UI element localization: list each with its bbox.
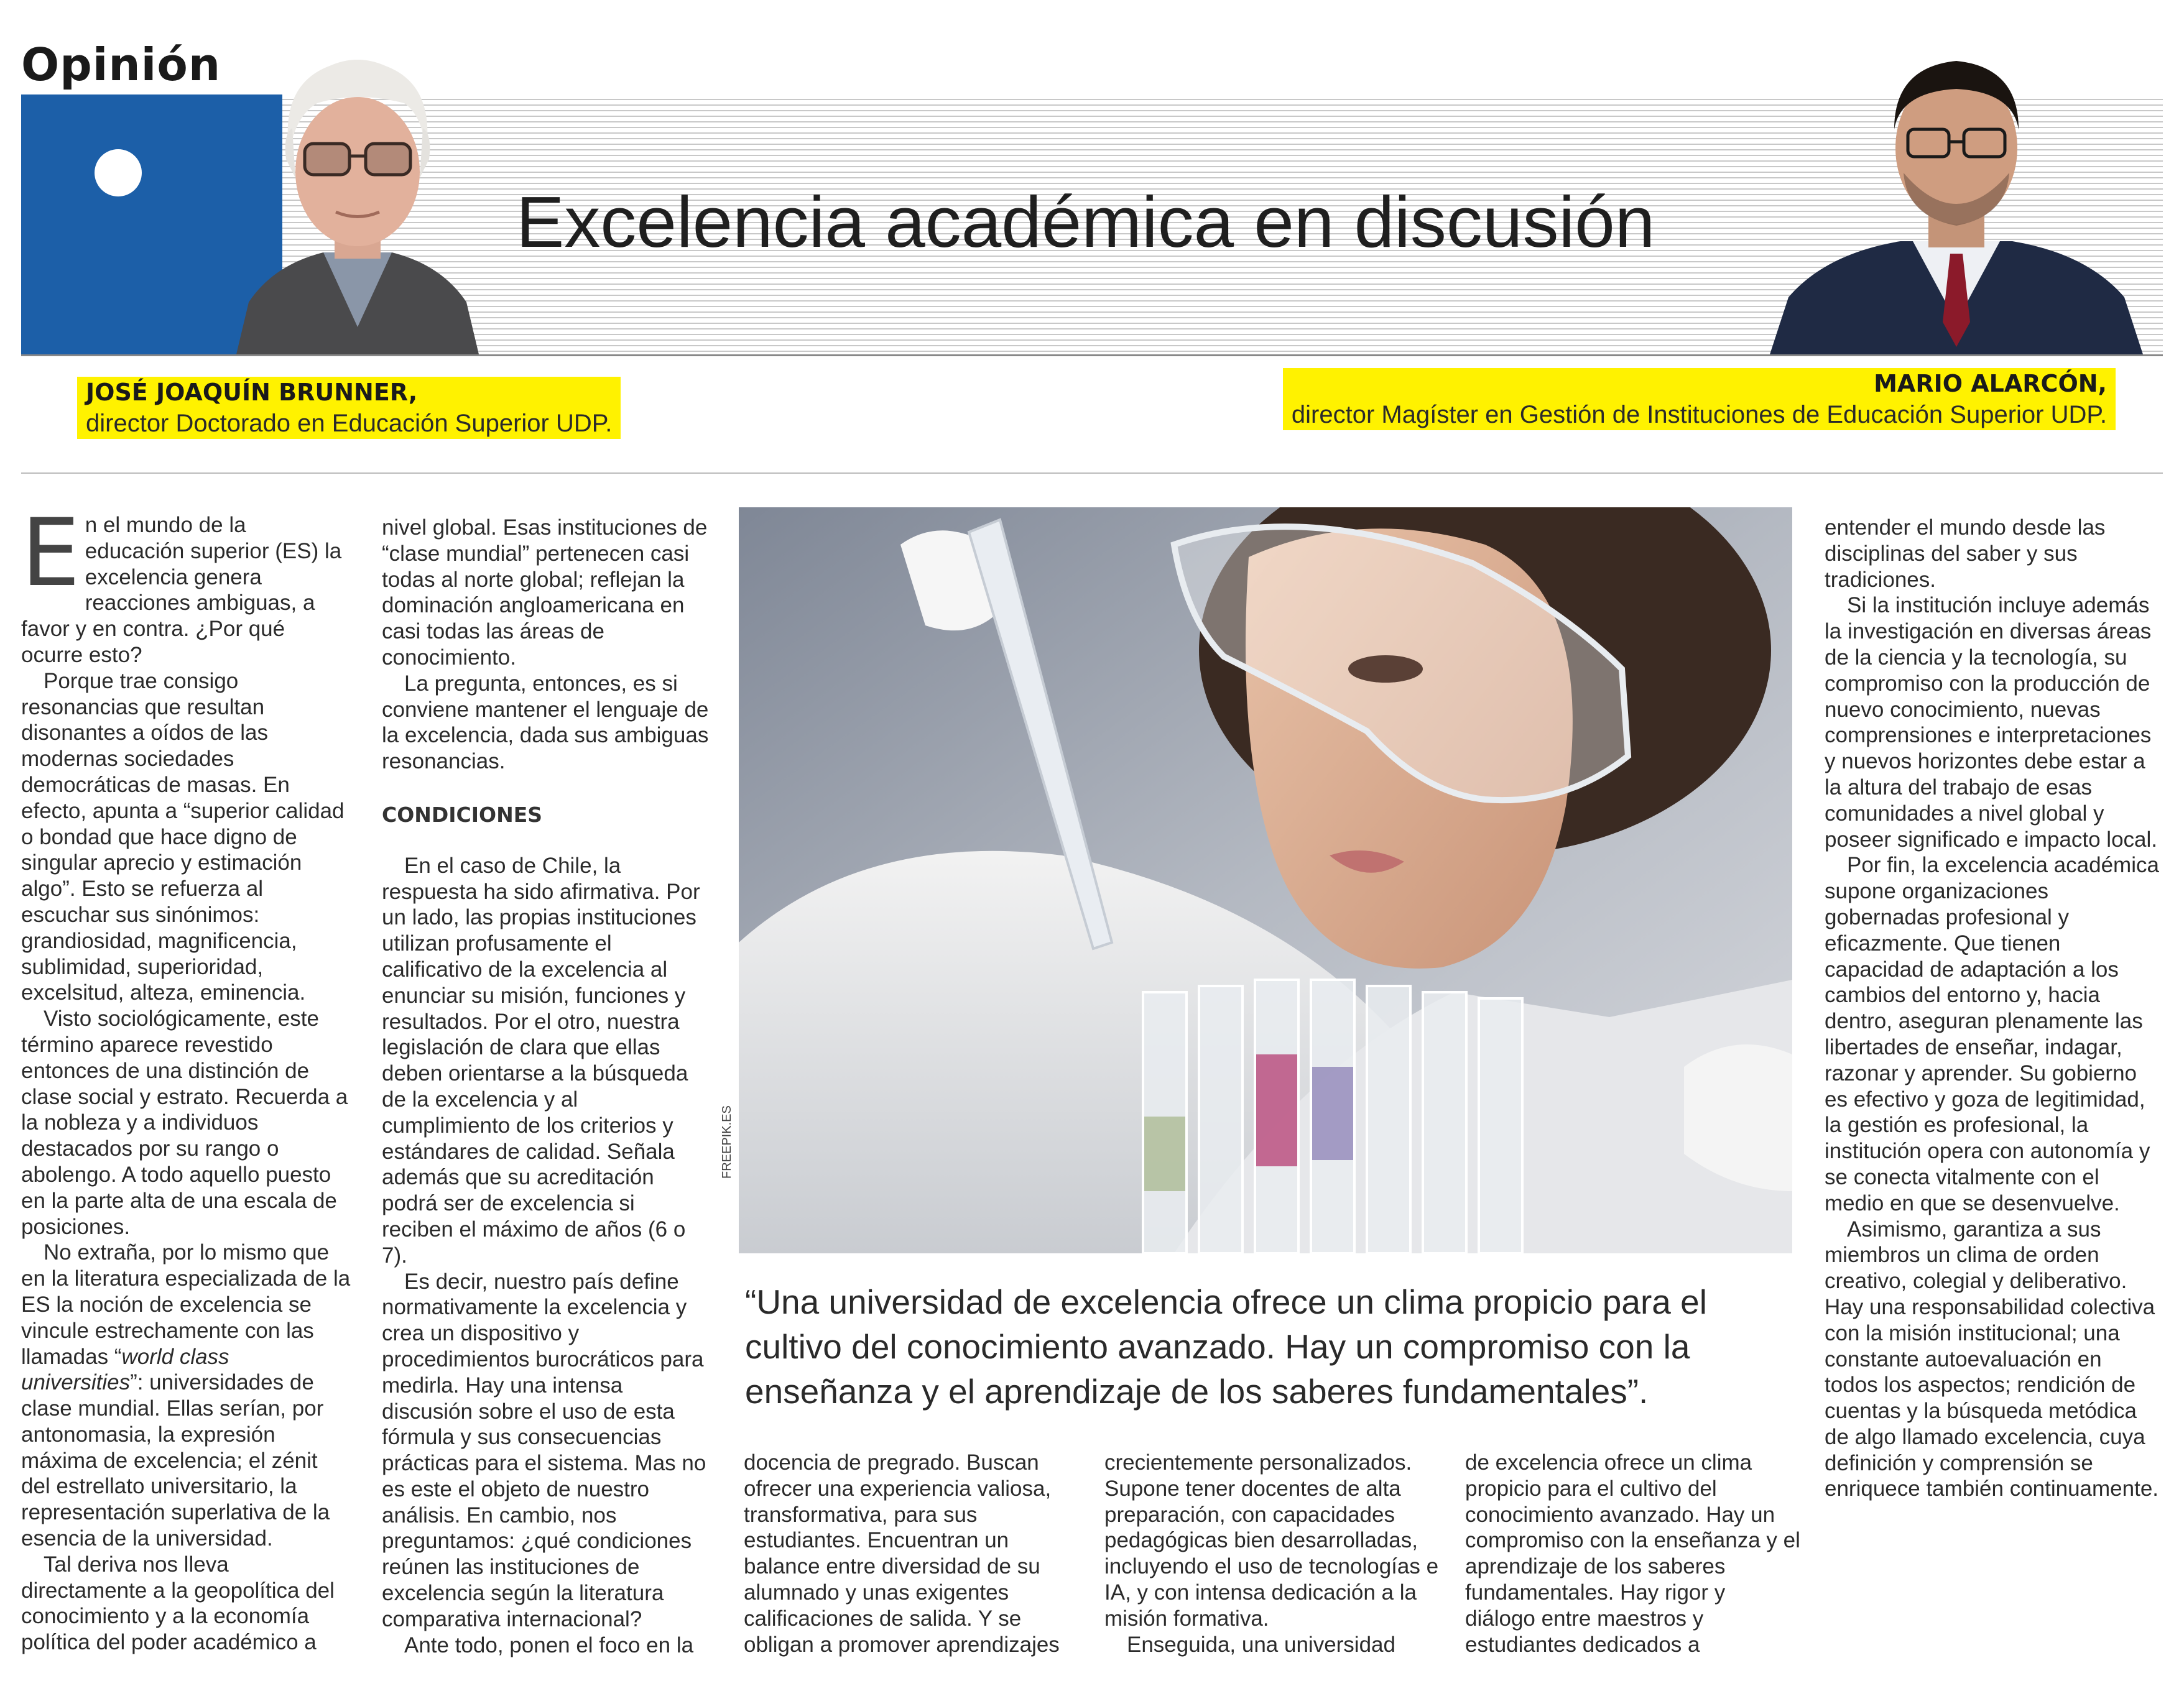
lab-photo [739, 507, 1792, 1253]
subheading: CONDICIONES [382, 802, 543, 827]
pull-quote: “Una universidad de excelencia ofrece un clima propicio para el cultivo del conocimiento avanzado. Hay un compromiso con la enseñanza y el aprendizaje de los saberes fundamentales”. [745, 1283, 1707, 1411]
paragraph: No extraña, por lo mismo que en la literatura especializada de la ES la noción de excelencia se vincule estrechamente con las llamadas “world class universities”: universidades de clase mundial. Ellas serían, por antonomasia, la expresión máxima de excelencia; el zénit del estrellato universitario, la representación superlativa de la esencia de la universidad. [21, 1240, 351, 1551]
author-credit-left [77, 377, 621, 439]
paragraph: La pregunta, entonces, es si conviene mantener el lenguaje de la excelencia, dada sus ambiguas resonancias. [382, 671, 709, 774]
separator-rule [21, 472, 2163, 474]
paragraph: docencia de pregrado. Buscan ofrecer una experiencia valiosa, transformativa, para sus estudiantes. Encuentran un balance entre diversidad de su alumnado y unas exigentes calificaciones de salida. Y se obligan a promover aprendizajes [744, 1450, 1060, 1657]
paragraph: En el caso de Chile, la respuesta ha sido afirmativa. Por un lado, las propias instituciones utilizan profusamente el calificativo de la excelencia al enunciar su misión, funciones y resultados. Por el otro, nuestra legislación de clara que ellas deben orientarse a la búsqueda de la excelencia y al cumplimiento de los criterios y estándares de calidad. Señala además que su acreditación podrá ser de excelencia si reciben el máximo de años (6 o 7). [382, 853, 700, 1268]
article-column-3 [744, 1450, 1080, 1657]
author-portrait-alarcon [1770, 30, 2143, 354]
author-role: director Doctorado en Educación Superior UDP. [86, 410, 613, 437]
brand-dot [95, 149, 142, 196]
paragraph: n el mundo de la educación superior (ES) la excelencia genera reacciones ambiguas, a favor y en contra. ¿Por qué ocurre esto? [21, 513, 342, 667]
article-column-1 [21, 499, 351, 1656]
paragraph: Asimismo, garantiza a sus miembros un clima de orden creativo, colegial y deliberativo. Hay una responsabilidad colectiva con la misión institucional; una constante autoevaluación en todos los aspectos; rendición de cuentas y la búsqueda metódica de algo llamado excelencia, cuya definición y comprensión se enriquece también continuamente. [1825, 1217, 2159, 1501]
headline: Excelencia académica en discusión [516, 182, 1655, 262]
paragraph: Es decir, nuestro país define normativamente la excelencia y crea un dispositivo y procedimientos burocráticos para medirla. Hay una intensa discusión sobre el uso de esta fórmula y sus consecuencias prácticas para el sistema. Mas no es este el objeto de nuestro análisis. En cambio, nos preguntamos: ¿qué condiciones reúnen las instituciones de excelencia según la literatura comparativa internacional? [382, 1269, 706, 1631]
author-name: JOSÉ JOAQUÍN BRUNNER, [86, 379, 418, 406]
paragraph: Enseguida, una universidad [1127, 1632, 1395, 1657]
author-portrait-brunner [224, 35, 491, 354]
article-column-6 [1825, 515, 2160, 1502]
paragraph: Ante todo, ponen el foco en la [404, 1633, 694, 1657]
paragraph: Visto sociológicamente, este término aparece revestido entonces de una distinción de clase social y estrato. Recuerda a la nobleza y a individuos destacados por su rango o abolengo. A todo aquello puesto en la parte alta de una escala de posiciones. [21, 1007, 348, 1239]
paragraph: nivel global. Esas instituciones de “clase mundial” pertenecen casi todas al norte global; reflejan la dominación angloamericana en casi todas las áreas de conocimiento. [382, 515, 708, 670]
photo-credit: FREEPIK.ES [720, 1105, 734, 1179]
paragraph: crecientemente personalizados. Supone tener docentes de alta preparación, con capacidades pedagógicas bien desarrolladas, incluyendo el uso de tecnologías e IA, y con intensa dedicación a la misión formativa. [1104, 1450, 1439, 1631]
author-name: MARIO ALARCÓN, [1874, 370, 2107, 397]
drop-cap: E [21, 499, 80, 607]
article-column-5 [1465, 1450, 1801, 1657]
header-rule [21, 354, 2163, 356]
author-credit-right [1283, 368, 2116, 430]
article-column-4 [1104, 1450, 1440, 1657]
author-role: director Magíster en Gestión de Instituciones de Educación Superior UDP. [1291, 401, 2107, 428]
paragraph: Si la institución incluye además la investigación en diversas áreas de la ciencia y la tecnología, su compromiso con la producción de nuevo conocimiento, nuevas comprensiones e interpretaciones y nuevos horizontes debe estar a la altura del trabajo de esas comunidades a nivel global y poseer significado e impacto local. [1825, 593, 2158, 852]
paragraph: entender el mundo desde las disciplinas del saber y sus tradiciones. [1825, 515, 2106, 592]
section-label: Opinión [21, 39, 221, 91]
paragraph: Por fin, la excelencia académica supone organizaciones gobernadas profesional y eficazmente. Que tienen capacidad de adaptación a los cambios del entorno y, hacia dentro, aseguran plenamente las libertades de enseñar, indagar, razonar y aprender. Su gobierno es efectivo y goza de legitimidad, la gestión es profesional, la institución opera con autonomía y se conecta vitalmente con el medio en que se desenvuelve. [1825, 853, 2159, 1215]
paragraph: de excelencia ofrece un clima propicio para el cultivo del conocimiento avanzado. Hay un compromiso con la enseñanza y el aprendizaje de los saberes fundamentales. Hay rigor y diálogo entre maestros y estudiantes dedicados a [1465, 1450, 1800, 1657]
paragraph: Tal deriva nos lleva directamente a la geopolítica del conocimiento y a la economía política del poder académico a [21, 1552, 335, 1655]
article-column-2 [382, 515, 711, 1658]
paragraph: Porque trae consigo resonancias que resultan disonantes a oídos de las modernas sociedades democráticas de masas. En efecto, apunta a “superior calidad o bondad que hace digno de singular aprecio y estimación algo”. Esto se refuerza al escuchar sus sinónimos: grandiosidad, magnificencia, sublimidad, superioridad, excelsitud, alteza, eminencia. [21, 668, 345, 1005]
